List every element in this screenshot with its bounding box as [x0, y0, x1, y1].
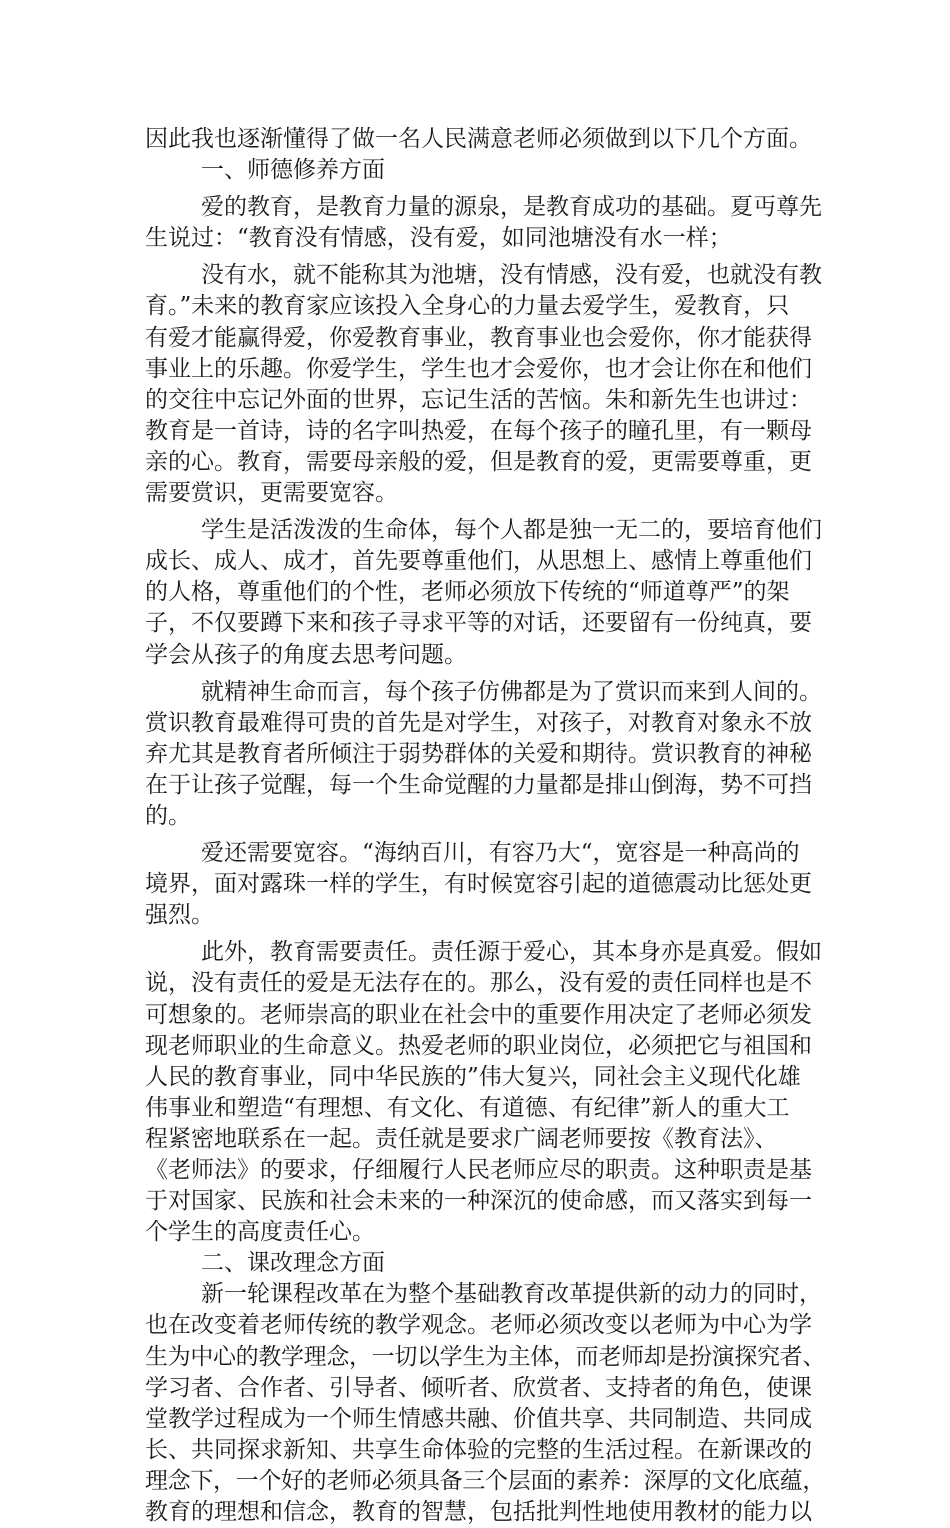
text-line: 的。 — [145, 802, 191, 829]
text-line: 说，没有责任的爱是无法存在的。那么，没有爱的责任同样也是不 — [145, 970, 812, 997]
text-line: 二、课改理念方面 — [201, 1250, 385, 1277]
text-line: 教育是一首诗，诗的名字叫热爱，在每个孩子的瞳孔里，有一颗母 — [145, 417, 812, 444]
text-line: 于对国家、民族和社会未来的一种深沉的使命感，而又落实到每一 — [145, 1188, 812, 1215]
text-line: 有爱才能赢得爱，你爱教育事业，教育事业也会爱你，你才能获得 — [145, 324, 812, 351]
text-line: 弃尤其是教育者所倾注于弱势群体的关爱和期待。赏识教育的神秘 — [145, 740, 812, 767]
text-line: 人民的教育事业，同中华民族的”伟大复兴，同社会主义现代化雄 — [145, 1063, 801, 1090]
text-line: 现老师职业的生命意义。热爱老师的职业岗位，必须把它与祖国和 — [145, 1032, 812, 1059]
text-line: 事业上的乐趣。你爱学生，学生也才会爱你，也才会让你在和他们 — [145, 355, 812, 382]
text-line: 成长、成人、成才，首先要尊重他们，从思想上、感情上尊重他们 — [145, 548, 812, 575]
text-line: 新一轮课程改革在为整个基础教育改革提供新的动力的同时， — [201, 1281, 822, 1308]
text-line: 此外，教育需要责任。责任源于爱心，其本身亦是真爱。假如 — [201, 939, 822, 966]
text-line: 《老师法》的要求，仔细履行人民老师应尽的职责。这种职责是基 — [145, 1157, 812, 1183]
text-line: 赏识教育最难得可贵的首先是对学生，对孩子，对教育对象永不放 — [145, 709, 812, 736]
text-line: 程紧密地联系在一起。责任就是要求广阔老师要按《教育法》、 — [145, 1125, 778, 1152]
text-line: 育。”未来的教育家应该投入全身心的力量去爱学生，爱教育，只 — [145, 293, 790, 320]
text-line: 可想象的。老师崇高的职业在社会中的重要作用决定了老师必须发 — [145, 1001, 812, 1028]
text-line: 境界，面对露珠一样的学生，有时候宽容引起的道德震动比惩处更 — [145, 871, 812, 898]
text-line: 生说过：“教育没有情感，没有爱，如同池塘没有水一样； — [145, 225, 732, 252]
text-line: 生为中心的教学理念，一切以学生为主体，而老师却是扮演探究者、 — [145, 1343, 826, 1370]
text-line: 子，不仅要蹲下来和孩子寻求平等的对话，还要留有一份纯真，要 — [145, 610, 812, 637]
text-line: 学生是活泼泼的生命体，每个人都是独一无二的，要培育他们 — [201, 517, 822, 544]
text-line: 的交往中忘记外面的世界，忘记生活的苦恼。朱和新先生也讲过： — [145, 386, 812, 413]
text-line: 长、共同探求新知、共享生命体验的完整的生活过程。在新课改的 — [145, 1436, 812, 1463]
text-line: 因此我也逐渐懂得了做一名人民满意老师必须做到以下几个方面。 — [145, 126, 812, 152]
text-line: 个学生的高度责任心。 — [145, 1219, 375, 1246]
text-line: 伟事业和塑造“有理想、有文化、有道德、有纪律”新人的重大工 — [145, 1094, 790, 1121]
document-page — [145, 124, 825, 1528]
text-line: 需要赏识，更需要宽容。 — [145, 480, 398, 507]
text-line: 堂教学过程成为一个师生情感共融、价值共享、共同制造、共同成 — [145, 1405, 812, 1432]
text-line: 在于让孩子觉醒，每一个生命觉醒的力量都是排山倒海，势不可挡 — [145, 771, 812, 798]
text-line: 也在改变着老师传统的教学观念。老师必须改变以老师为中心为学 — [145, 1312, 812, 1339]
text-line: 强烈。 — [145, 902, 214, 929]
text-line: 一、师德修养方面 — [201, 157, 385, 184]
text-line: 爱还需要宽容。“海纳百川，有容乃大“，宽容是一种高尚的 — [201, 840, 800, 867]
text-line: 亲的心。教育，需要母亲般的爱，但是教育的爱，更需要尊重，更 — [145, 448, 812, 475]
text-line: 的人格，尊重他们的个性，老师必须放下传统的“师道尊严”的架 — [145, 579, 790, 606]
text-line: 没有水，就不能称其为池塘，没有情感，没有爱，也就没有教 — [201, 262, 822, 289]
text-line: 学会从孩子的角度去思考问题。 — [145, 641, 467, 668]
text-line: 就精神生命而言，每个孩子仿佛都是为了赏识而来到人间的。 — [201, 678, 822, 705]
text-line: 教育的理想和信念，教育的智慧，包括批判性地使用教材的能力以 — [145, 1499, 812, 1526]
text-line: 爱的教育，是教育力量的源泉，是教育成功的基础。夏丏尊先 — [201, 194, 822, 221]
text-line: 理念下，一个好的老师必须具备三个层面的素养：深厚的文化底蕴， — [145, 1467, 826, 1494]
text-line: 学习者、合作者、引导者、倾听者、欣赏者、支持者的角色，使课 — [145, 1374, 812, 1401]
